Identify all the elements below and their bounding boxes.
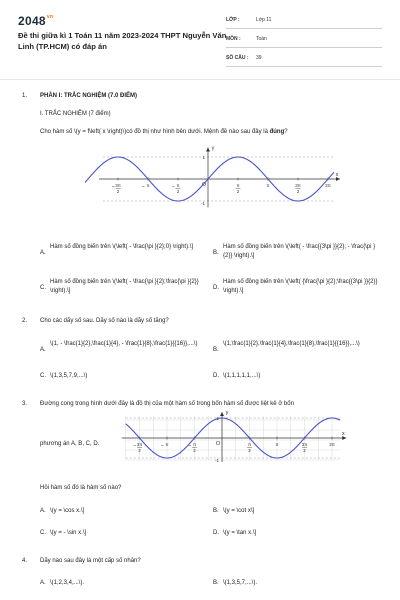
x-axis-label: x xyxy=(335,172,339,178)
x-tick-label: π xyxy=(236,183,240,188)
q1-graph xyxy=(68,143,338,220)
part-subtitle: I. TRẮC NGHIỆM (7 điểm) xyxy=(40,111,111,117)
option-letter: B. xyxy=(213,580,219,586)
meta-label: MÔN : xyxy=(226,36,241,42)
x-tick-label: π xyxy=(176,183,180,188)
x-tick-label: 2 xyxy=(116,189,120,194)
question-4-text: Dãy nào sau đây là một cấp số nhân? xyxy=(40,558,141,564)
x-tick-label: π xyxy=(192,442,197,447)
question-1-text xyxy=(40,128,380,137)
option-letter: B. xyxy=(213,250,219,256)
y-axis-label: y xyxy=(211,145,215,152)
origin-label: O xyxy=(215,441,221,447)
option-text: \(y = - \sin x.\] xyxy=(50,530,87,536)
x-tick-label: 2 xyxy=(296,189,300,194)
logo-suffix: vn xyxy=(46,14,54,20)
document-title: Đề thi giữa kì 1 Toán 11 năm 2023-2024 THPT Nguyễn Văn Linh (TP.HCM) có đáp án xyxy=(18,31,227,51)
option-letter: D. xyxy=(213,373,219,379)
option-letter: D. xyxy=(213,285,219,291)
origin-label: O xyxy=(201,182,207,188)
question-number: 2. xyxy=(22,318,28,324)
meta-value: 39 xyxy=(256,55,262,61)
header-divider xyxy=(0,79,400,80)
x-tick-label: 2 xyxy=(138,448,141,453)
option-text: Hàm số đồng biến trên \(\left( - \frac{{3\pi }}{2}; - \frac{\pi }{2}} \right).\] xyxy=(223,244,376,259)
option-letter: A. xyxy=(40,250,46,256)
site-logo[interactable] xyxy=(18,14,53,28)
y-axis-arrow xyxy=(220,412,224,416)
option-text: \(1,\frac{1}{2},\frac{1}{4},\frac{1}{8},\frac{1}{{16}},...\) xyxy=(223,341,360,347)
x-tick-label: π xyxy=(146,183,150,188)
option-text: \(y = \cot x\] xyxy=(223,508,255,514)
y-axis-label: y xyxy=(225,410,229,416)
option-text: Hàm số đồng biến trên \(\left( - \frac{\pi }{2};0} \right).\] xyxy=(50,244,194,250)
question-2-text: Cho các dãy số sau. Dãy số nào là dãy số tăng? xyxy=(40,318,169,324)
y-tick-label: -1 xyxy=(214,458,219,463)
meta-row-subject xyxy=(226,29,382,48)
meta-row-count xyxy=(226,48,382,67)
q3-graph xyxy=(112,410,380,475)
x-tick-label: 3π xyxy=(115,183,121,188)
x-tick-label: 2 xyxy=(176,189,180,194)
option-text: \(y = \cos x.\] xyxy=(50,508,85,514)
option-text: \(1,1,1,1,1,...\) xyxy=(223,373,261,379)
option-letter: A. xyxy=(40,347,46,353)
option-text: \(1, - \frac{1}{2},\frac{1}{4}, - \frac{1}{8},\frac{1}{{16}},...\) xyxy=(50,341,198,347)
x-tick-label: 3π xyxy=(295,183,301,188)
option-text: \(1,3,5,7,...\). xyxy=(223,580,258,586)
option-text: \(1,2,3,4,...\). xyxy=(50,580,85,586)
meta-label: LỚP : xyxy=(226,17,240,23)
option-letter: C. xyxy=(40,285,46,291)
x-tick-label: π xyxy=(275,442,279,447)
question-number: 3. xyxy=(22,401,28,407)
x-tick-label: 2 xyxy=(248,448,251,453)
x-tick-label: π xyxy=(247,442,252,447)
x-tick-label: π xyxy=(266,183,270,188)
meta-row-class xyxy=(226,10,382,29)
option-letter: B. xyxy=(213,347,219,353)
y-tick-label: -1 xyxy=(200,201,205,206)
q1-prefix: Cho hàm số \(y = f\left( x \right)\)có đồ thị như hình bên dưới. Mệnh đề nào sau đây là xyxy=(40,129,270,135)
option-letter: B. xyxy=(213,508,219,514)
x-tick-label: 3π xyxy=(136,442,143,447)
option-text: \(1,3,5,7,9,...\) xyxy=(50,373,88,379)
option-text: Hàm số đồng biến trên \(\left( {\frac{\pi }{2};\frac{{3\pi }}{2}} \right).\] xyxy=(223,279,378,294)
y-axis-arrow xyxy=(206,148,210,152)
x-tick-label: 2 xyxy=(303,448,306,453)
option-letter: C. xyxy=(40,373,46,379)
option-letter: C. xyxy=(40,530,46,536)
question-number: 1. xyxy=(22,93,28,99)
x-tick-label: 2 xyxy=(236,189,240,194)
q1-bold: đúng xyxy=(269,129,285,135)
logo-text: 2048 xyxy=(18,14,46,28)
question-3-text-continued: phương án A, B, C, D. xyxy=(40,441,100,447)
x-tick-label: 2π xyxy=(325,183,331,188)
question-number: 4. xyxy=(22,558,28,564)
option-text: Hàm số đồng biến trên \(\left( - \frac{\pi }{2};\frac{\pi }{2}} \right).\] xyxy=(50,279,199,294)
x-tick-label: 2 xyxy=(193,448,196,453)
option-letter: D. xyxy=(213,530,219,536)
q1-suffix: ? xyxy=(284,129,288,135)
option-text: \(y = \tan x.\] xyxy=(223,530,257,536)
meta-label: SỐ CÂU : xyxy=(226,55,249,61)
option-letter: A. xyxy=(40,508,46,514)
header xyxy=(0,0,400,72)
y-tick-label: 1 xyxy=(216,416,219,421)
y-tick-label: 1 xyxy=(202,155,205,160)
question-3-text: Đường cong trong hình dưới đây là đồ thị của một hàm số trong bốn hàm số được liệt kê ở bốn xyxy=(40,401,294,407)
x-tick-label: π xyxy=(165,442,169,447)
meta-value: Lớp 11 xyxy=(256,17,272,23)
x-tick-label: 3π xyxy=(301,442,308,447)
option-letter: A. xyxy=(40,580,46,586)
x-axis-label: x xyxy=(341,431,345,437)
part-title: PHẦN I: TRẮC NGHIỆM (7.0 ĐIỂM) xyxy=(40,93,138,99)
meta-value: Toán xyxy=(256,36,267,42)
question-3-prompt: Hỏi hàm số đó là hàm số nào? xyxy=(40,485,122,491)
x-tick-label: 2π xyxy=(329,442,335,447)
meta-table xyxy=(226,10,382,67)
